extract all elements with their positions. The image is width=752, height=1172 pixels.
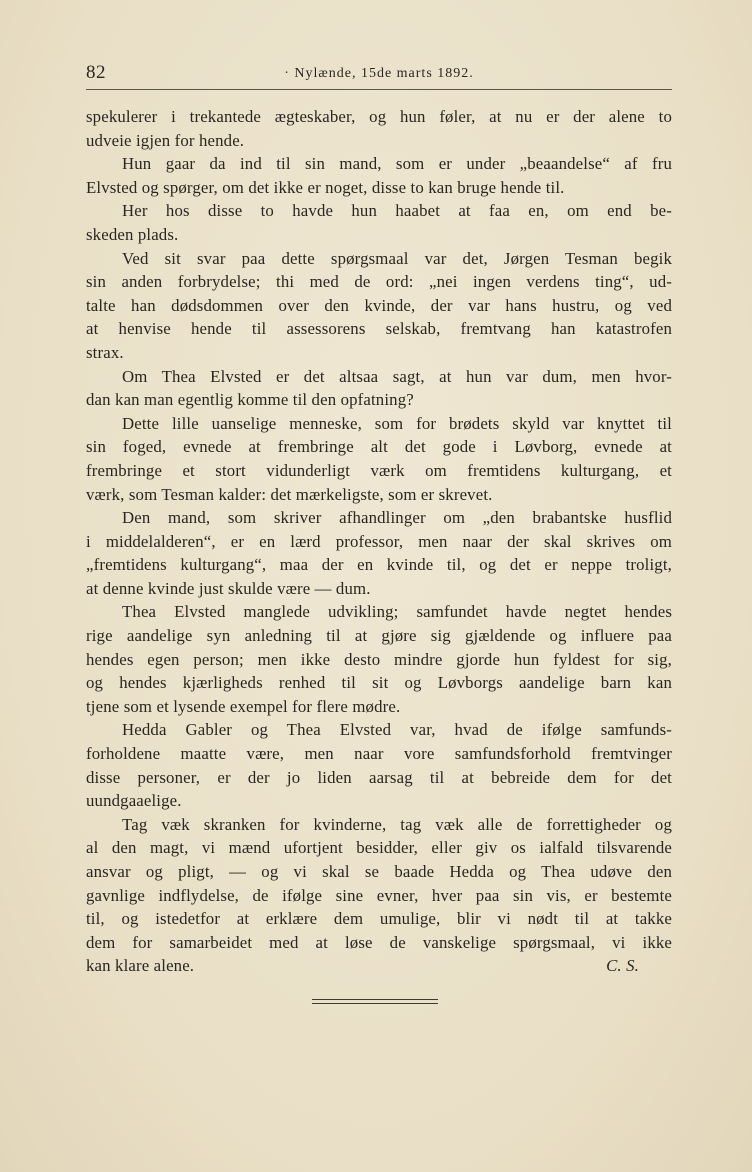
text-line: Ved sit svar paa dette spørgsmaal var det, Jørgen Tesman begik (122, 248, 672, 268)
text-line: dan kan man egentlig komme til den opfatning? (86, 390, 414, 410)
text-line: hendes egen person; men ikke desto mindre gjorde hun fyldest for sig, (86, 649, 672, 669)
text-line: i middelalderen“, er en lærd professor, men naar der skal skrives om (86, 531, 672, 551)
text-line: Elvsted og spørger, om det ikke er noget, disse to kan bruge hende til. (86, 177, 565, 197)
text-line: udveie igjen for hende. (86, 130, 245, 150)
closing-line (86, 954, 672, 978)
text-line: gavnlige indflydelse, de ifølge sine evner, hver paa sin vis, er bestemte (86, 885, 672, 905)
text-line: Om Thea Elvsted er det altsaa sagt, at hun var dum, men hvor- (122, 366, 672, 386)
text-line: sin foged, evnede at frembringe alt det gode i Løvborg, evnede at (86, 437, 672, 457)
text-line: Hun gaar da ind til sin mand, som er under „beaandelse“ af fru (122, 154, 672, 174)
text-line: Thea Elvsted manglede udvikling; samfundet havde negtet hendes (122, 602, 672, 622)
text-line: disse personer, er der jo liden aarsag til at bebreide dem for det (86, 767, 672, 787)
end-rule (312, 999, 438, 1004)
text-line: Dette lille uanselige menneske, som for brødets skyld var knyttet til (122, 413, 672, 433)
text-line: at henvise hende til assessorens selskab, fremtvang han katastrofen (86, 319, 672, 339)
text-line: strax. (86, 342, 124, 362)
text-line: Her hos disse to havde hun haabet at faa en, om end be- (122, 201, 672, 221)
text-line: spekulerer i trekantede ægteskaber, og hun føler, at nu er der alene to (86, 107, 672, 126)
text-line: sin anden forbrydelse; thi med de ord: „nei ingen verdens ting“, ud- (86, 272, 672, 292)
header-rule (86, 89, 672, 90)
text-line: at denne kvinde just skulde være — dum. (86, 578, 371, 598)
text-line: talte han dødsdommen over den kvinde, der var hans hustru, og ved (86, 295, 672, 315)
text-line: uundgaaelige. (86, 791, 182, 811)
text-line: ansvar og pligt, — og vi skal se baade Hedda og Thea udøve den (86, 862, 672, 881)
page-header (86, 60, 672, 86)
text-line: tjene som et lysende exempel for flere mødre. (86, 696, 401, 716)
author-signature: C. S. (606, 956, 639, 976)
text-line: kan klare alene. (86, 956, 195, 976)
article-body (86, 105, 672, 978)
text-line: og hendes kjærligheds renhed til sit og Løvborgs aandelige barn kan (86, 673, 672, 693)
text-line: værk, som Tesman kalder: det mærkeligste, som er skrevet. (86, 484, 493, 504)
text-line: forholdene maatte være, men naar vore samfundsforhold fremtvinger (86, 744, 672, 764)
text-line: „fremtidens kulturgang“, maa der en kvinde til, og det er neppe troligt, (86, 555, 672, 575)
running-head: · Nylænde, 15de marts 1892. (284, 66, 474, 81)
text-line: Tag væk skranken for kvinderne, tag væk alle de forrettigheder og (122, 814, 672, 834)
text-line: al den magt, vi mænd ufortjent besidder, eller giv os ialfald tilsvarende (86, 838, 672, 858)
text-line: frembringe et stort vidunderligt værk om fremtidens kulturgang, et (86, 460, 672, 480)
text-line: dem for samarbeidet med at løse de vanskelige spørgsmaal, vi ikke (86, 932, 672, 952)
text-line: til, og istedetfor at erklære dem umulige, blir vi nødt til at takke (86, 909, 672, 929)
page-number: 82 (86, 62, 106, 83)
text-line: rige aandelige syn anledning til at gjøre sig gjældende og influere paa (86, 626, 672, 646)
text-line: Den mand, som skriver afhandlinger om „den brabantske husflid (122, 508, 672, 528)
text-line: skeden plads. (86, 224, 179, 244)
text-line: Hedda Gabler og Thea Elvsted var, hvad de ifølge samfunds- (122, 720, 672, 740)
